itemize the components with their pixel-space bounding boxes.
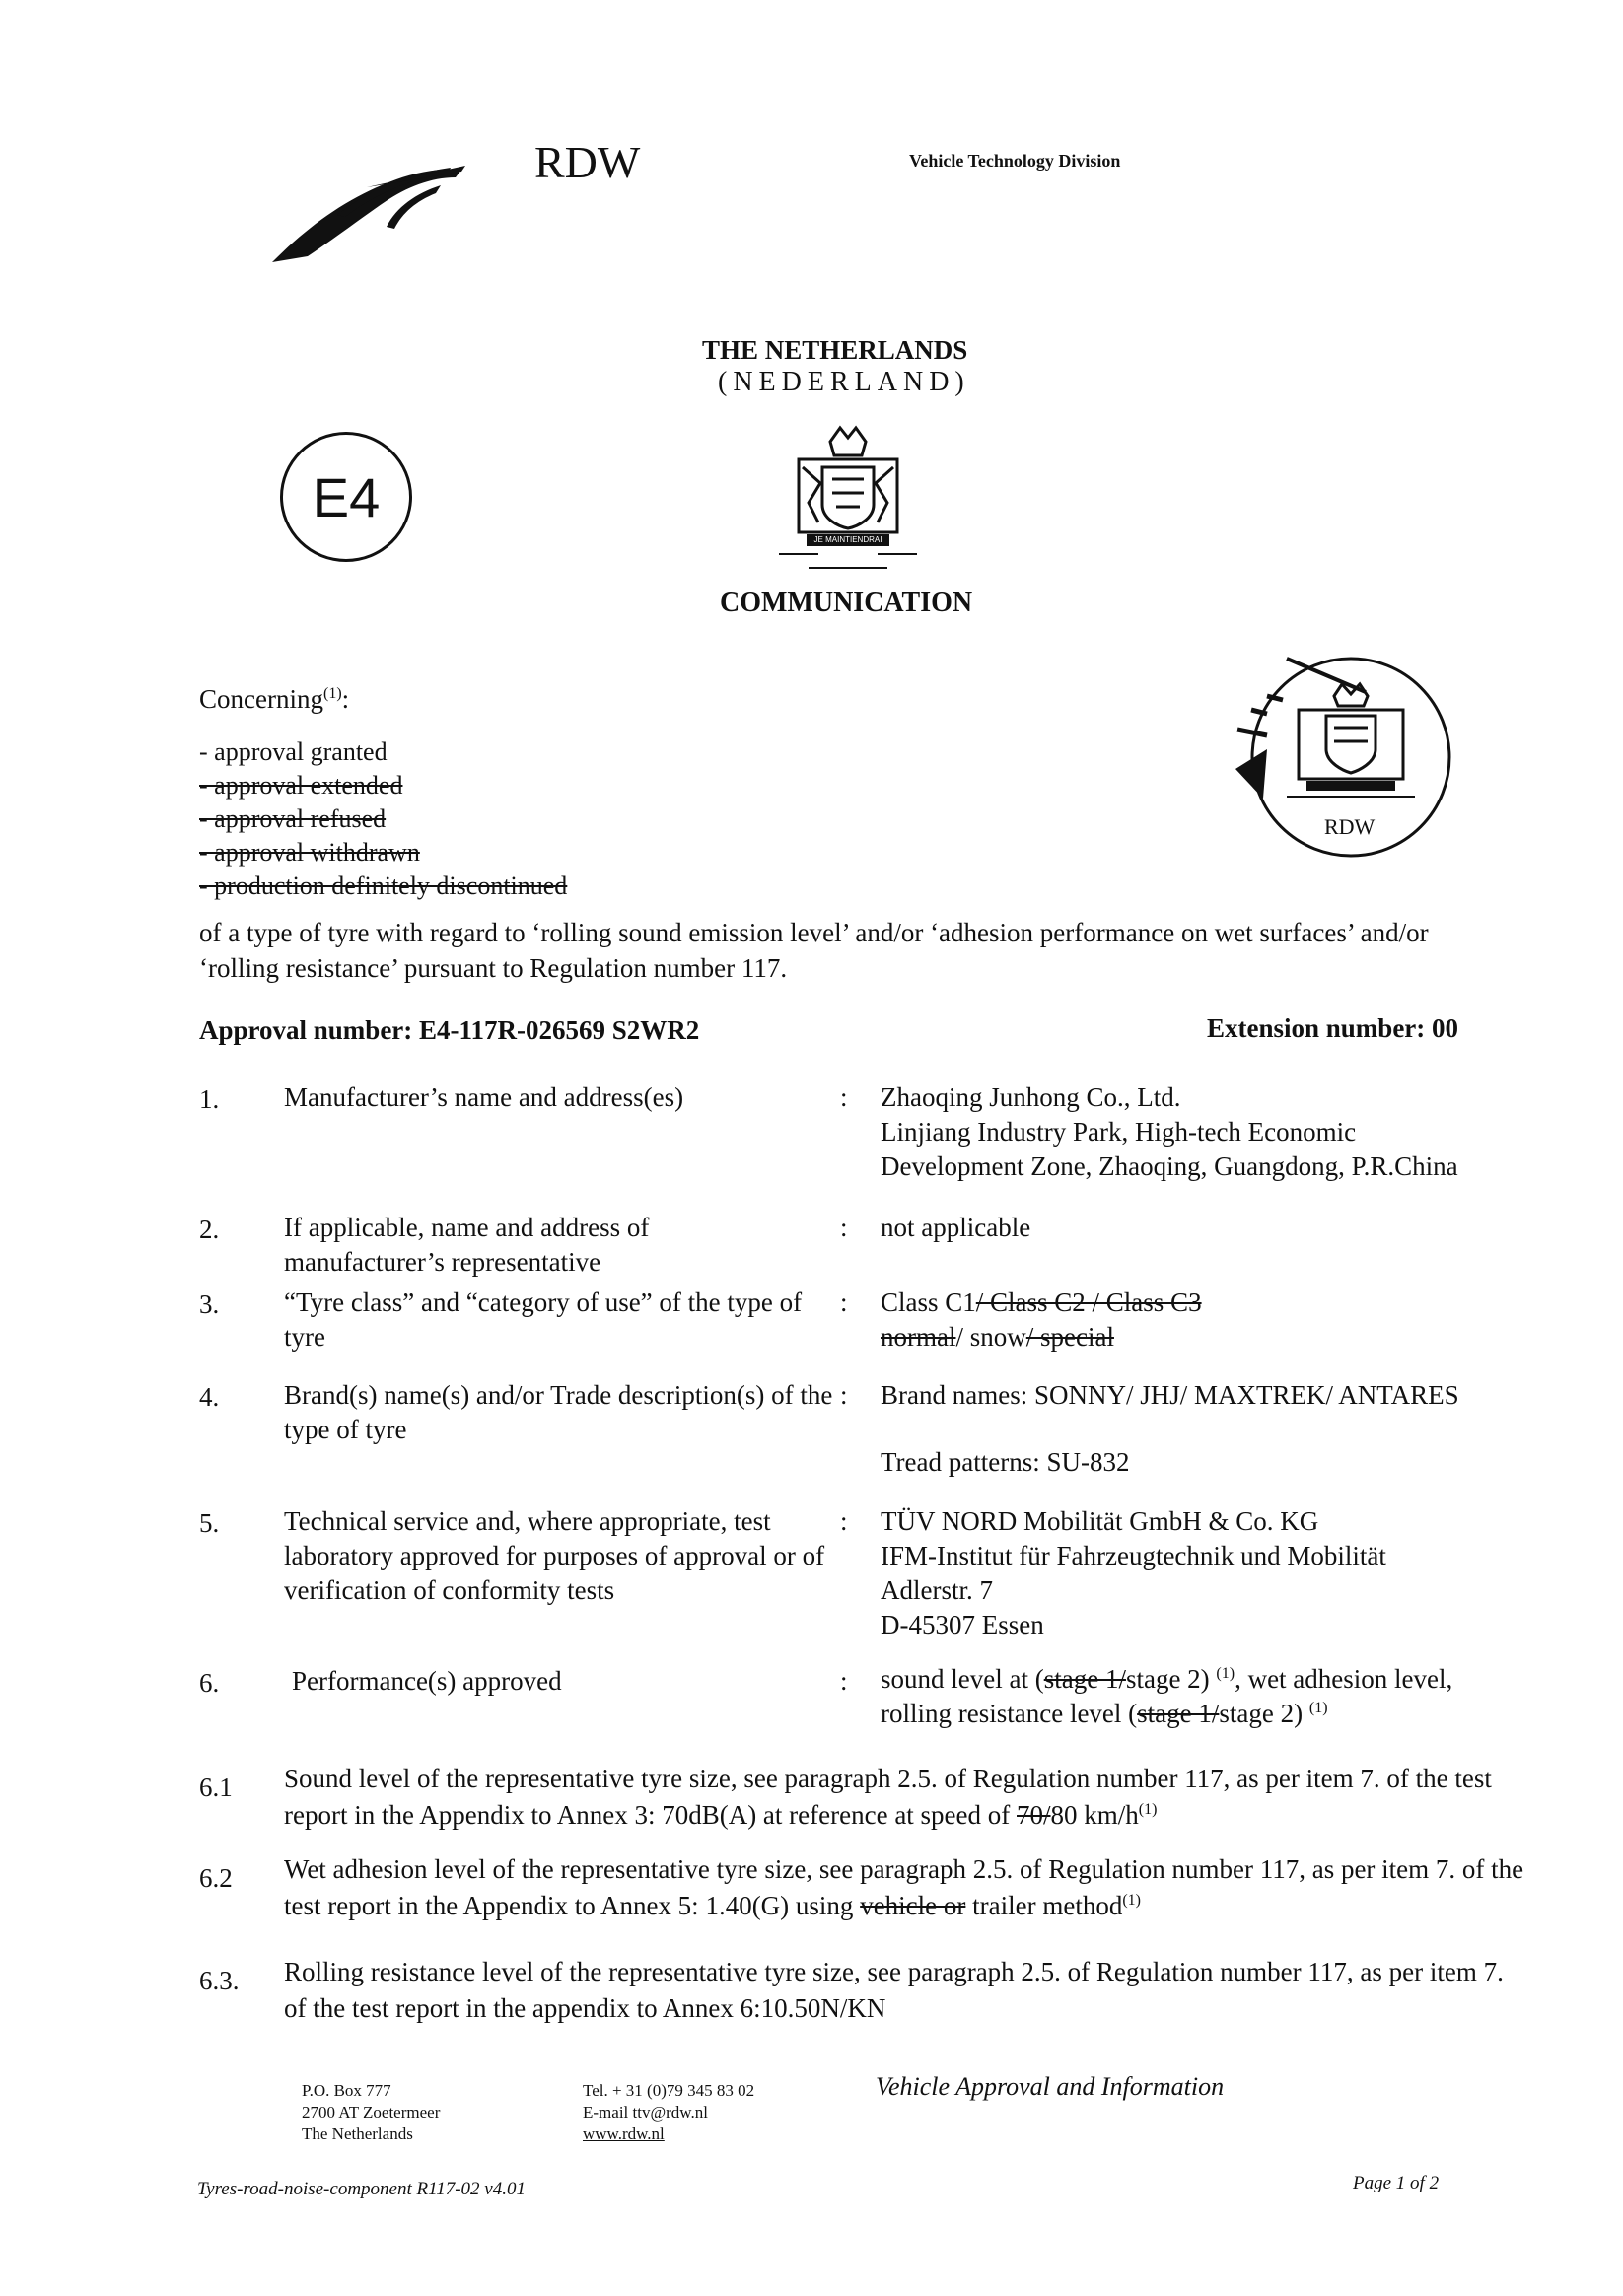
item-4-label: Brand(s) name(s) and/or Trade description(s) of the type of tyre xyxy=(284,1380,833,1444)
item-3-value xyxy=(881,1286,1551,1355)
page-number: Page 1 of 2 xyxy=(1353,2173,1440,2193)
struck-run: vehicle or xyxy=(860,1891,966,1920)
footer-contact xyxy=(583,2080,754,2145)
class-kept: Class C1 xyxy=(881,1287,976,1317)
item-1-colon: : xyxy=(840,1082,848,1112)
item-6-number: 6. xyxy=(199,1668,220,1698)
concerning-item: - approval refused xyxy=(199,804,387,833)
use-kept: / snow xyxy=(955,1322,1026,1352)
item-6-colon: : xyxy=(840,1666,848,1696)
document-reference: Tyres-road-noise-component R117-02 v4.01 xyxy=(197,2179,526,2199)
concerning-colon: : xyxy=(341,684,350,714)
item-3-colon: : xyxy=(840,1287,848,1317)
note-ref: (1) xyxy=(1122,1892,1141,1909)
use-struck: normal xyxy=(881,1322,956,1352)
contact-email: E-mail ttv@rdw.nl xyxy=(583,2103,708,2122)
text-run: trailer method xyxy=(965,1891,1123,1920)
concerning-item: - approval withdrawn xyxy=(199,838,420,867)
concerning-note: (1) xyxy=(322,685,342,702)
item-4-number: 4. xyxy=(199,1382,220,1412)
struck-run: stage 1/ xyxy=(1137,1699,1220,1728)
item-1-label: Manufacturer’s name and address(es) xyxy=(284,1082,684,1112)
concerning-description: of a type of tyre with regard to ‘rolling sound emission level’ and/or ‘adhesion performance on wet surfaces’ and/or ‘rolling resistance’ pursuant to Regulation number 117. xyxy=(199,918,1429,983)
para-6-3-number: 6.3. xyxy=(199,1966,240,1995)
country-title: THE NETHERLANDS xyxy=(702,335,968,365)
item-2-number: 2. xyxy=(199,1215,220,1244)
page-title: COMMUNICATION xyxy=(720,588,973,618)
text-run: rolling resistance level ( xyxy=(881,1699,1138,1728)
coat-of-arms-icon xyxy=(759,424,937,572)
org-name: RDW xyxy=(534,137,641,187)
tyre-class-line xyxy=(881,1286,1551,1320)
text-run: stage 2) xyxy=(1125,1664,1217,1694)
concerning-label xyxy=(199,684,349,715)
value-line: Adlerstr. 7 xyxy=(881,1575,993,1605)
extension-number: Extension number: 00 xyxy=(1207,1013,1459,1043)
item-2-colon: : xyxy=(840,1213,848,1242)
concerning-item: - approval extended xyxy=(199,771,403,800)
value-line: Zhaoqing Junhong Co., Ltd. xyxy=(881,1082,1181,1112)
footer-slogan: Vehicle Approval and Information xyxy=(876,2072,1225,2101)
footer-address xyxy=(302,2080,440,2145)
para-6-2-text xyxy=(284,1851,1526,1924)
item-4-brands: Brand names: SONNY/ JHJ/ MAXTREK/ ANTARES xyxy=(881,1380,1459,1410)
text-run: 80 km/h xyxy=(1050,1800,1139,1830)
rdw-stamp xyxy=(1228,641,1454,863)
stamp-label: RDW xyxy=(1324,814,1376,839)
para-6-2-number: 6.2 xyxy=(199,1863,233,1893)
para-6-3-text: Rolling resistance level of the representative tyre size, see paragraph 2.5. of Regulation number 117, as per item 7. of the test report in the appendix to Annex 6:10.50N/KN xyxy=(284,1957,1504,2023)
note-ref: (1) xyxy=(1308,1700,1328,1716)
approval-number: Approval number: E4-117R-026569 S2WR2 xyxy=(199,1015,700,1045)
address-line: P.O. Box 777 xyxy=(302,2081,391,2100)
contact-phone: Tel. + 31 (0)79 345 83 02 xyxy=(583,2081,755,2100)
text-run: , wet adhesion level, xyxy=(1235,1664,1453,1694)
crest-motto: JE MAINTIENDRAI xyxy=(813,535,882,544)
value-line: D-45307 Essen xyxy=(881,1610,1044,1639)
struck-run: stage 1/ xyxy=(1043,1664,1126,1694)
division-name: Vehicle Technology Division xyxy=(909,151,1121,171)
e-mark-label: E4 xyxy=(312,465,381,528)
use-struck-2: / special xyxy=(1025,1322,1114,1352)
para-6-1-number: 6.1 xyxy=(199,1773,233,1802)
rdw-logo-icon xyxy=(268,158,475,266)
contact-website[interactable]: www.rdw.nl xyxy=(583,2124,665,2143)
item-6-value xyxy=(881,1662,1551,1731)
text-run: stage 2) xyxy=(1219,1699,1309,1728)
item-5-label: Technical service and, where appropriate, test laboratory approved for purposes of approval or of verification of conformity tests xyxy=(284,1506,825,1605)
text-run: Sound level of the representative tyre size, see paragraph 2.5. of Regulation number 117, as per item 7. of the test report in the Appendix to Annex 3: 70dB(A) at reference at speed of xyxy=(284,1764,1492,1830)
performance-line-2 xyxy=(881,1697,1551,1731)
item-2-value: not applicable xyxy=(881,1213,1031,1242)
item-3-number: 3. xyxy=(199,1289,220,1319)
value-line: Linjiang Industry Park, High-tech Economic xyxy=(881,1117,1357,1147)
value-line: Development Zone, Zhaoqing, Guangdong, P.R.China xyxy=(881,1151,1458,1181)
item-5-colon: : xyxy=(840,1506,848,1536)
note-ref: (1) xyxy=(1216,1665,1235,1682)
item-5-value xyxy=(881,1504,1551,1642)
value-line: TÜV NORD Mobilität GmbH & Co. KG xyxy=(881,1506,1319,1536)
concerning-list xyxy=(199,735,567,903)
item-4-colon: : xyxy=(840,1380,848,1410)
value-line: IFM-Institut für Fahrzeugtechnik und Mobilität xyxy=(881,1541,1386,1570)
concerning-item: - production definitely discontinued xyxy=(199,871,568,900)
item-6-label: Performance(s) approved xyxy=(292,1666,562,1696)
item-4-tread: Tread patterns: SU-832 xyxy=(881,1447,1130,1477)
item-5-number: 5. xyxy=(199,1508,220,1538)
class-struck: / Class C2 / Class C3 xyxy=(975,1287,1202,1317)
item-3-label: “Tyre class” and “category of use” of the type of tyre xyxy=(284,1287,803,1352)
item-1-number: 1. xyxy=(199,1084,220,1114)
e-mark xyxy=(280,432,412,562)
country-local: (NEDERLAND) xyxy=(718,367,970,397)
concerning-text: Concerning xyxy=(199,684,323,714)
item-2-label: If applicable, name and address of manufacturer’s representative xyxy=(284,1213,650,1277)
note-ref: (1) xyxy=(1138,1801,1158,1818)
text-run: Wet adhesion level of the representative tyre size, see paragraph 2.5. of Regulation number 117, as per item 7. of the test report in the Appendix to Annex 5: 1.40(G) using xyxy=(284,1854,1524,1920)
item-1-value xyxy=(881,1080,1551,1184)
para-6-1-text xyxy=(284,1761,1526,1834)
concerning-item: - approval granted xyxy=(199,737,388,766)
performance-line-1 xyxy=(881,1662,1551,1697)
category-line xyxy=(881,1320,1551,1355)
struck-run: 70/ xyxy=(1017,1800,1051,1830)
address-line: 2700 AT Zoetermeer xyxy=(302,2103,441,2122)
text-run: sound level at ( xyxy=(881,1664,1044,1694)
address-line: The Netherlands xyxy=(302,2124,413,2143)
